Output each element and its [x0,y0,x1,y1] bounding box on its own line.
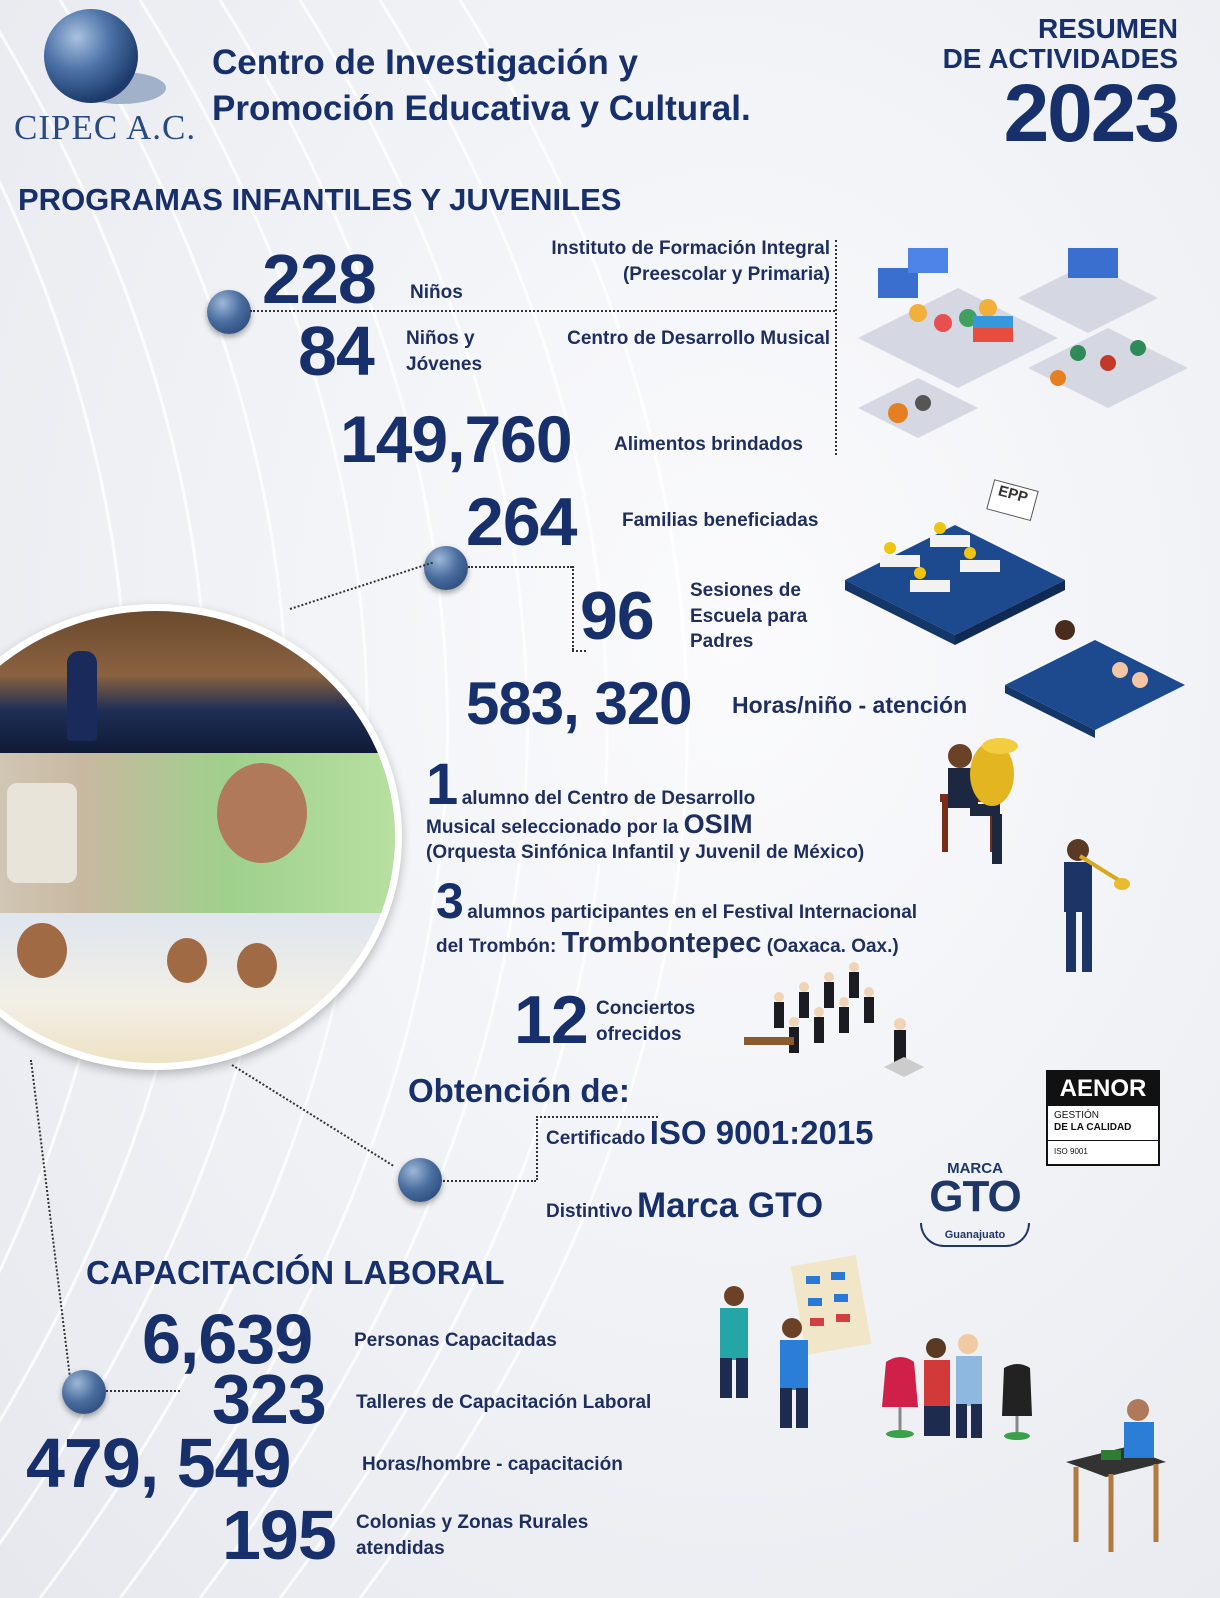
talleres-value: 323 [212,1360,326,1438]
classroom-illustration [840,470,1200,740]
summary-line-1: RESUMEN [1037,13,1178,44]
logo-text: CIPEC A.C. [14,108,197,147]
colonias-line-2: atendidas [356,1537,445,1559]
trombon-line-2: del Trombón: [436,936,557,957]
sesiones-line-3: Padres [690,631,754,653]
conciertos-value: 12 [514,982,588,1058]
personas-label: Personas Capacitadas [354,1330,557,1351]
conciertos-line-2: ofrecidos [596,1023,682,1045]
marca-gto-logo [920,1160,1030,1247]
logo-sphere [26,8,176,118]
student-face [237,943,277,988]
section-dot [398,1158,442,1202]
alimentos-value: 149,760 [340,402,572,476]
gto-main: GTO [929,1172,1021,1221]
student-face [167,938,207,983]
horas-nino-value: 583, 320 [466,670,692,737]
sesiones-line-1: Sesiones de [690,580,801,601]
alimentos-label: Alimentos brindados [614,434,803,455]
trombon-place: (Oaxaca. Oax.) [766,936,899,957]
aenor-badge [1046,1070,1160,1166]
section-dot [62,1370,106,1414]
colonias-line-1: Colonias y Zonas Rurales [356,1512,589,1533]
horas-hombre-label: Horas/hombre - capacitación [362,1454,623,1475]
iso-cert [546,1114,874,1152]
section-dot [207,290,251,334]
connector-line [106,1390,180,1392]
instituto-line-1: Instituto de Formación Integral [551,238,830,259]
connector-line [468,566,572,568]
page-title [212,40,751,132]
osim-line-2-wrap [426,806,753,842]
osim-value: 1 [426,752,458,817]
horas-hombre-value: 479, 549 [26,1424,291,1502]
orchestra-photo [0,611,395,753]
school-illustration [848,228,1198,458]
conductor-figure [67,651,97,741]
osim-name: OSIM [683,809,753,839]
talleres-label: Talleres de Capacitación Laboral [356,1392,652,1413]
jovenes-label [406,326,482,377]
osim-line-3: (Orquesta Sinfónica Infantil y Juvenil de México) [426,842,865,863]
osim-line-1: alumno del Centro de Desarrollo [461,788,756,809]
conciertos-line-1: Conciertos [596,998,696,1019]
familias-label: Familias beneficiadas [622,510,819,531]
section-dot [424,546,468,590]
tuba-player-illustration [930,734,1030,874]
summary-line-2: DE ACTIVIDADES [942,43,1178,74]
aenor-title: AENOR [1048,1072,1158,1106]
title-line-1: Centro de Investigación y [212,43,638,82]
trombone-player-illustration [1050,836,1130,976]
title-line-2: Promoción Educativa y Cultural. [212,89,751,128]
aenor-line-3: ISO 9001 [1048,1140,1158,1156]
jovenes-value: 84 [298,312,374,390]
sesiones-line-2: Escuela para [690,605,808,627]
trombon-value: 3 [436,873,463,929]
conciertos-label [596,996,695,1047]
aenor-line-1: GESTIÓN [1054,1110,1100,1121]
aenor-line-2: DE LA CALIDAD [1054,1122,1132,1133]
instituto-label [470,236,830,287]
summary-block [878,13,1178,159]
labor-illustration [706,1252,1206,1592]
students-photo [0,913,395,1063]
sewing-machine [7,783,77,883]
familias-value: 264 [466,484,577,560]
seamstress-photo [0,753,395,913]
sesiones-value: 96 [580,578,654,654]
osim-line-2: Musical seleccionado por la [426,817,679,838]
sesiones-label [690,578,807,655]
instituto-line-2: (Preescolar y Primaria) [622,263,830,285]
cert-prefix: Certificado [546,1128,646,1149]
connector-line [572,566,574,650]
certifications-heading: Obtención de: [408,1072,630,1109]
connector-line [536,1116,538,1180]
dist-prefix: Distintivo [546,1201,633,1222]
student-face [17,923,67,978]
musical-center-label: Centro de Desarrollo Musical [567,328,830,349]
jovenes-label-line-2: Jóvenes [406,353,483,375]
dist-name: Marca GTO [637,1186,824,1225]
gto-distinction [546,1186,823,1226]
photo-collage [0,604,402,1070]
jovenes-label-line-1: Niños y [406,328,475,349]
epp-sign-text: EPP [996,482,1030,507]
cert-name: ISO 9001:2015 [649,1114,874,1151]
trombon-block [436,873,1016,929]
labor-heading: CAPACITACIÓN LABORAL [86,1254,505,1291]
children-programs-heading: PROGRAMAS INFANTILES Y JUVENILES [18,182,622,217]
horas-nino-label: Horas/niño - atención [732,692,968,718]
colonias-label [356,1510,588,1561]
connector-line [835,240,837,455]
ninos-value: 228 [262,240,376,318]
gto-top: MARCA [947,1160,1003,1177]
connector-line [440,1180,536,1182]
trombon-line-1: alumnos participantes en el Festival Internacional [467,902,918,923]
smiling-woman-face [217,763,307,863]
orchestra-illustration [744,952,924,1082]
colonias-value: 195 [222,1496,336,1574]
trombon-name: Trombontepec [561,927,762,959]
ninos-label: Niños [410,282,463,303]
gto-sub: Guanajuato [920,1223,1030,1247]
personas-value: 6,639 [142,1300,313,1378]
year: 2023 [1003,68,1178,159]
